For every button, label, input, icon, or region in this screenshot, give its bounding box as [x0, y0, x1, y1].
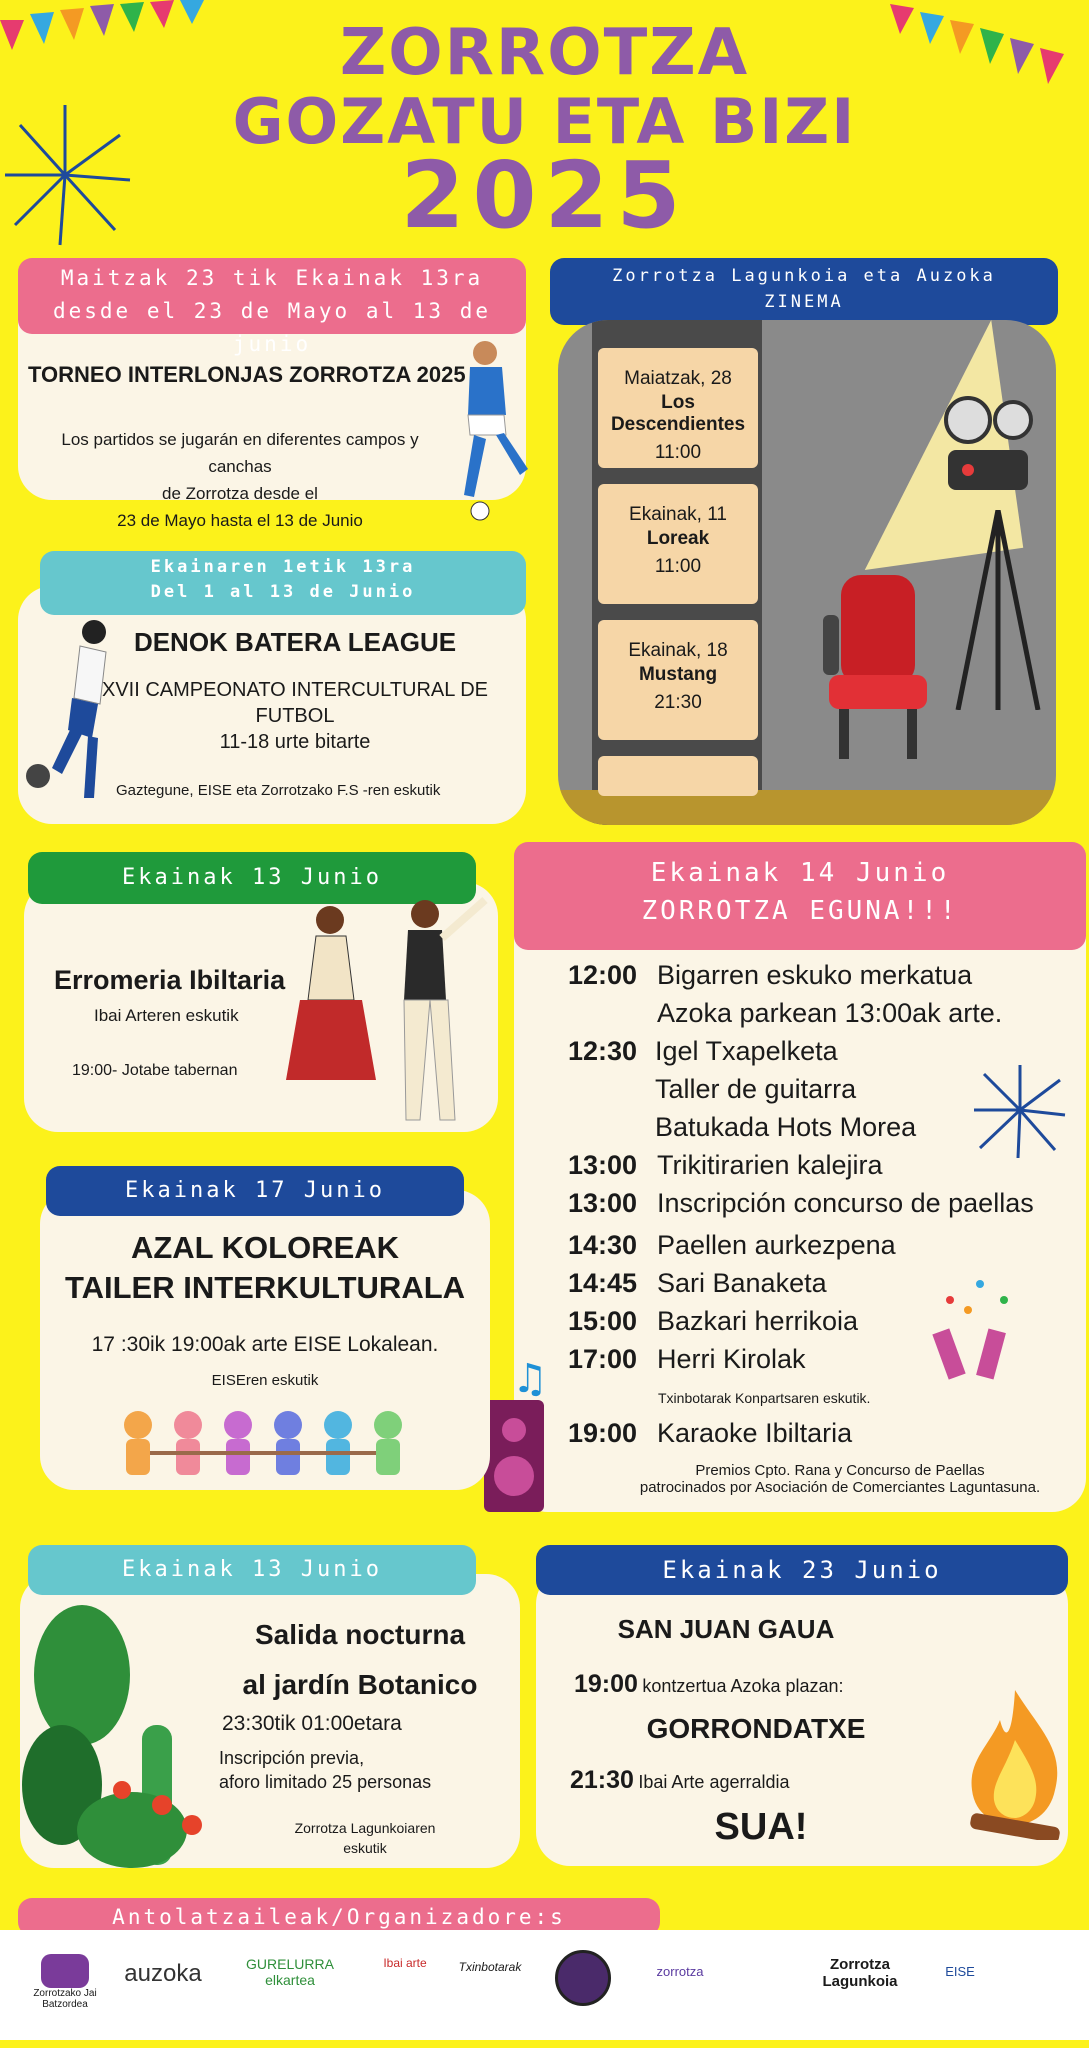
karaoke-text: Karaoke Ibiltaria — [657, 1418, 853, 1448]
torneo-header-line2: desde el 23 de Mayo al 13 de junio — [52, 299, 491, 356]
azal-title-1: AZAL KOLOREAK — [130, 1230, 400, 1265]
logo-ibai-arte — [380, 1956, 430, 1970]
salida-info-1: Inscripción previa, — [219, 1748, 365, 1768]
sanjuan-title: SAN JUAN GAUA — [617, 1614, 835, 1644]
sched-time-6: 13:00 — [568, 1150, 638, 1180]
logo-zorrotza — [640, 1964, 720, 1979]
salida-credit — [250, 1818, 480, 1858]
sanjuan-line-1: kontzertua Azoka plazan: — [642, 1676, 844, 1696]
premios-2: patrocinados por Asociación de Comerciantes Laguntasuna. — [639, 1479, 1041, 1496]
music-notes-icon — [512, 1352, 572, 1412]
erromeria-title: Erromeria Ibiltaria — [54, 965, 286, 995]
premios — [600, 1462, 1080, 1496]
logo-auzoka-text: auzoka — [124, 1960, 202, 1987]
film-frame-1 — [598, 348, 758, 468]
dancers-icon — [280, 890, 505, 1145]
kicking-player-icon — [22, 618, 122, 808]
erromeria-header-text: Ekainak 13 Junio — [122, 865, 382, 890]
denok-sub-1: XVII CAMPEONATO INTERCULTURAL DE FUTBOL — [102, 679, 488, 727]
azal-time: 17 :30ik 19:00ak arte EISE Lokalean. — [91, 1333, 439, 1356]
organizers-header-text: Antolatzaileak/Organizadore:s — [112, 1905, 566, 1929]
denok-header — [40, 551, 526, 615]
film-frame-4 — [598, 756, 758, 796]
sched-text-11: Herri Kirolak — [657, 1344, 806, 1374]
title-line-1: ZORROTZA — [339, 16, 750, 90]
bonfire-icon — [960, 1690, 1070, 1840]
sched-time-3: 12:30 — [568, 1036, 638, 1066]
firework-blue-icon — [970, 1060, 1070, 1160]
denok-sub — [80, 677, 510, 755]
torneo-title: TORNEO INTERLONJAS ZORROTZA 2025 — [28, 362, 466, 387]
karaoke-time: 19:00 — [568, 1418, 638, 1448]
erromeria-time: 19:00- Jotabe tabernan — [72, 1062, 238, 1079]
film-2-time: 11:00 — [654, 556, 702, 577]
logo-eise-text: EISE — [945, 1964, 975, 1979]
denok-sub-2: 11-18 urte bitarte — [219, 731, 371, 753]
sched-time-8: 14:30 — [568, 1230, 638, 1260]
salida-title-1: Salida nocturna — [254, 1619, 466, 1650]
salida-header — [28, 1545, 476, 1595]
azal-header — [46, 1166, 464, 1216]
premios-1: Premios Cpto. Rana y Concurso de Paellas — [695, 1462, 985, 1479]
logo-txinbotarak — [450, 1960, 530, 1974]
eguna-header-line1: Ekainak 14 Junio — [650, 858, 950, 888]
azal-title-2: TAILER INTERKULTURALA — [64, 1270, 466, 1305]
logo-zorrotza-text: zorrotza — [656, 1964, 704, 1979]
denok-header-line2: Del 1 al 13 de Junio — [150, 582, 416, 602]
sched-time-11: 17:00 — [568, 1344, 638, 1374]
azal-credit: EISEren eskutik — [211, 1372, 319, 1389]
projector-icon — [938, 380, 1048, 510]
film-2-date: Ekainak, 11 — [629, 504, 727, 525]
film-1-time: 11:00 — [654, 442, 702, 463]
salida-title — [200, 1610, 520, 1710]
film-2-name: Loreak — [646, 528, 710, 549]
torneo-header-line1: Maitzak 23 tik Ekainak 13ra — [60, 266, 484, 290]
sched-text-7: Inscripción concurso de paellas — [657, 1188, 1034, 1218]
sanjuan-header-text: Ekainak 23 Junio — [662, 1556, 942, 1584]
torneo-desc-3: 23 de Mayo hasta el 13 de Junio — [117, 511, 363, 530]
torneo-desc-2: de Zorrotza desde el — [162, 484, 318, 503]
sched-time-10: 15:00 — [568, 1306, 638, 1336]
film-frame-2 — [598, 484, 758, 604]
sanjuan-time-2: 21:30 — [570, 1766, 634, 1794]
sched-text-4: Taller de guitarra — [655, 1074, 857, 1104]
party-popper-icon — [920, 1270, 1030, 1380]
azal-header-text: Ekainak 17 Junio — [125, 1178, 385, 1203]
film-3-time: 21:30 — [654, 692, 702, 713]
salida-credit-1: Zorrotza Lagunkoiaren — [294, 1820, 436, 1836]
logo-gurelurra-text: GURELURRA elkartea — [246, 1956, 334, 1988]
sanjuan-row1 — [574, 1670, 844, 1699]
sched-text-8: Paellen aurkezpena — [657, 1230, 896, 1260]
azal-title — [40, 1228, 490, 1308]
sanjuan-band: GORRONDATXE — [646, 1713, 866, 1744]
logo-auzoka — [118, 1960, 208, 1988]
logo-txinbotarak-text: Txinbotarak — [458, 1960, 522, 1974]
logo-eise — [940, 1964, 980, 1979]
salida-time: 23:30tik 01:00etara — [222, 1712, 402, 1735]
soccer-player-icon — [440, 335, 530, 525]
eguna-header-line2: ZORROTZA EGUNA!!! — [641, 896, 959, 926]
tripod-icon — [948, 510, 1048, 710]
salida-info-2: aforo limitado 25 personas — [219, 1772, 432, 1792]
torneo-header — [18, 258, 526, 356]
logo-lagunkoia-text: Zorrotza Lagunkoia — [822, 1956, 898, 1990]
film-frame-3 — [598, 620, 758, 740]
sched-text-5: Batukada Hots Morea — [655, 1112, 917, 1142]
title-line-2: GOZATU ETA BIZI — [232, 85, 857, 158]
sched-text-1: Bigarren eskuko merkatua — [657, 960, 973, 990]
eguna-schedule — [568, 960, 1088, 1480]
salida-title-2: al jardín Botanico — [242, 1669, 478, 1700]
speaker-icon — [484, 1400, 544, 1512]
sanjuan-row2 — [570, 1766, 790, 1795]
plants-icon — [22, 1595, 222, 1870]
cinema-seat-icon — [823, 575, 933, 760]
sanjuan-time-1: 19:00 — [574, 1670, 638, 1698]
title-year: 2025 — [400, 142, 689, 249]
salida-credit-2: eskutik — [343, 1840, 387, 1856]
torneo-desc — [30, 426, 450, 534]
logo-gurelurra — [235, 1956, 345, 1988]
zinema-header — [550, 258, 1058, 325]
salida-header-text: Ekainak 13 Junio — [122, 1557, 382, 1582]
organizers-strip — [0, 1930, 1089, 2040]
salida-info — [219, 1746, 431, 1794]
denok-credit: Gaztegune, EISE eta Zorrotzako F.S -ren eskutik — [116, 782, 441, 799]
sched-text-3: Igel Txapelketa — [655, 1036, 838, 1066]
sched-text-6: Trikitirarien kalejira — [657, 1150, 883, 1180]
sanjuan-sua: SUA! — [714, 1806, 808, 1848]
logo-circle-badge — [555, 1950, 611, 2006]
kids-holding-hands-icon — [110, 1405, 420, 1495]
svg-text:♫: ♫ — [512, 1356, 548, 1402]
sched-text-10: Bazkari herrikoia — [657, 1306, 859, 1336]
film-3-date: Ekainak, 18 — [628, 640, 728, 661]
sched-time-7: 13:00 — [568, 1188, 638, 1218]
film-3-name: Mustang — [638, 664, 718, 685]
sanjuan-header — [536, 1545, 1068, 1595]
sched-time-1: 12:00 — [568, 960, 638, 990]
sched-time-9: 14:45 — [568, 1268, 638, 1298]
film-1-date: Maiatzak, 28 — [624, 368, 732, 389]
sanjuan-line-2: Ibai Arte agerraldia — [638, 1772, 790, 1792]
zinema-header-line2: ZINEMA — [764, 292, 844, 312]
logo-ibai-arte-text: Ibai arte — [383, 1956, 427, 1970]
erromeria-credit: Ibai Arteren eskutik — [94, 1006, 239, 1025]
sched-text-2: Azoka parkean 13:00ak arte. — [657, 998, 1003, 1028]
logo-lagunkoia — [795, 1956, 925, 1990]
sched-text-9: Sari Banaketa — [657, 1268, 827, 1298]
torneo-desc-1: Los partidos se jugarán en diferentes campos y canchas — [61, 430, 419, 476]
denok-header-line1: Ekainaren 1etik 13ra — [150, 557, 416, 577]
kirolak-credit: Txinbotarak Konpartsaren eskutik. — [658, 1390, 871, 1406]
eguna-header — [514, 842, 1086, 950]
logo-jai-batzordea-text: Zorrotzako Jai Batzordea — [33, 1988, 97, 2010]
film-1-name: Los Descendientes — [610, 392, 746, 435]
logo-jai-batzordea — [30, 1954, 100, 2010]
denok-title: DENOK BATERA LEAGUE — [133, 627, 457, 657]
zinema-header-line1: Zorrotza Lagunkoia eta Auzoka — [612, 266, 996, 286]
